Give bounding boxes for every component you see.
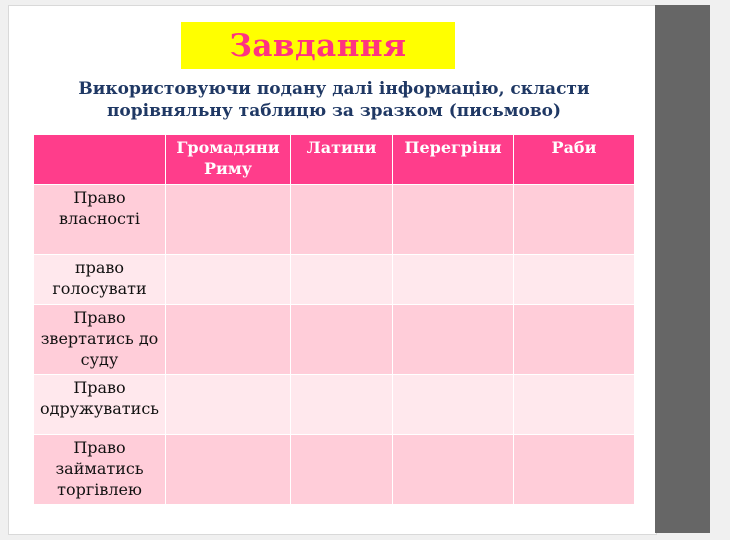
- header-cell-peregrines: Перегріни: [393, 135, 514, 185]
- slide-title: Завдання: [229, 27, 407, 64]
- comparison-table: [33, 134, 635, 505]
- table-cell[interactable]: [393, 435, 514, 505]
- table-row: [34, 185, 635, 255]
- header-cell-empty: [34, 135, 166, 185]
- table-row: [34, 435, 635, 505]
- table-cell[interactable]: [166, 435, 291, 505]
- table-cell[interactable]: [291, 305, 393, 375]
- header-cell-slaves: Раби: [514, 135, 635, 185]
- table-cell[interactable]: [393, 255, 514, 305]
- table-cell[interactable]: [291, 185, 393, 255]
- table-cell[interactable]: [514, 375, 635, 435]
- header-cell-latins: Латини: [291, 135, 393, 185]
- table-row: [34, 375, 635, 435]
- table-cell[interactable]: [291, 435, 393, 505]
- table-cell[interactable]: [166, 305, 291, 375]
- table-cell[interactable]: [166, 185, 291, 255]
- row-label: право голосувати: [34, 255, 166, 305]
- row-label: Право власності: [34, 185, 166, 255]
- slide: [8, 5, 657, 535]
- table-cell[interactable]: [514, 255, 635, 305]
- title-box: [181, 22, 455, 69]
- table-cell[interactable]: [166, 255, 291, 305]
- table-cell[interactable]: [393, 375, 514, 435]
- table-row: [34, 305, 635, 375]
- table-cell[interactable]: [514, 185, 635, 255]
- table-header-row: [34, 135, 635, 185]
- instruction-line-1: Використовуючи подану далі інформацію, скласти: [78, 79, 590, 99]
- instruction-text: [64, 78, 604, 122]
- table-cell[interactable]: [514, 305, 635, 375]
- table-cell[interactable]: [393, 185, 514, 255]
- table-row: [34, 255, 635, 305]
- table-cell[interactable]: [393, 305, 514, 375]
- row-label: Право одружуватись: [34, 375, 166, 435]
- side-panel: [655, 5, 710, 533]
- instruction-line-2: порівняльну таблицю за зразком (письмово): [106, 101, 562, 121]
- table-cell[interactable]: [291, 255, 393, 305]
- header-cell-citizens: Громадяни Риму: [166, 135, 291, 185]
- table-cell[interactable]: [166, 375, 291, 435]
- row-label: Право займатись торгівлею: [34, 435, 166, 505]
- row-label: Право звертатись до суду: [34, 305, 166, 375]
- table-cell[interactable]: [291, 375, 393, 435]
- table-cell[interactable]: [514, 435, 635, 505]
